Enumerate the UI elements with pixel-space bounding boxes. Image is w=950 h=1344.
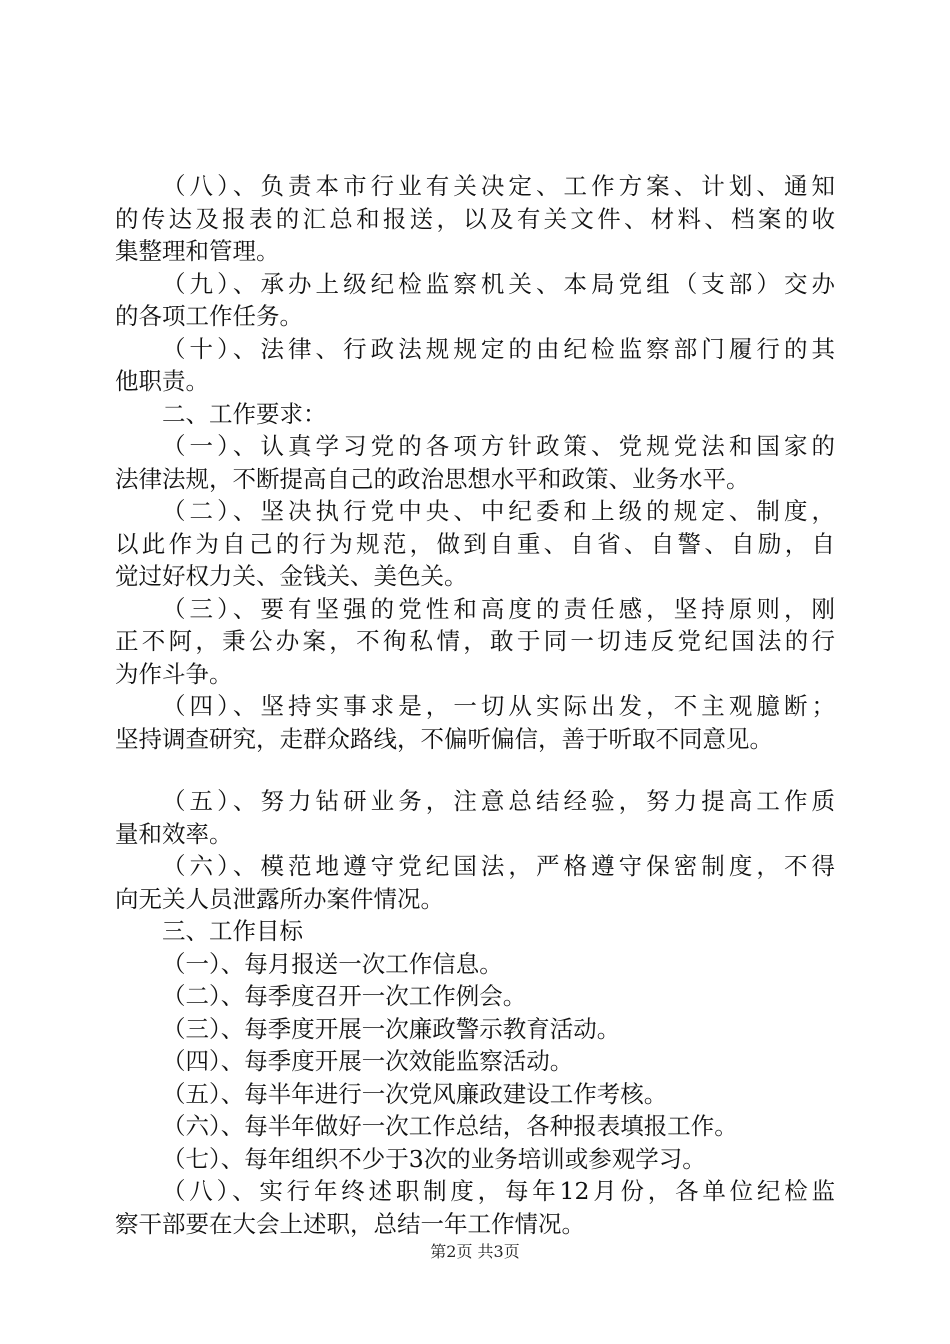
text-line: 察干部要在大会上述职，总结一年工作情况。 bbox=[115, 1209, 585, 1238]
text-line: （六）、每半年做好一次工作总结，各种报表填报工作。 bbox=[162, 1112, 738, 1140]
text-line: 二、工作要求： bbox=[162, 399, 327, 428]
text-line: （五）、每半年进行一次党风廉政建设工作考核。 bbox=[162, 1079, 668, 1108]
text-line: 为作斗争。 bbox=[115, 659, 233, 688]
text-line: 法律法规，不断提高自己的政治思想水平和政策、业务水平。 bbox=[115, 464, 750, 493]
text-line: （七）、每年组织不少于3次的业务培训或参观学习。 bbox=[162, 1144, 706, 1173]
text-line: （二）、每季度召开一次工作例会。 bbox=[162, 982, 527, 1010]
text-line: （八）、实行年终述职制度，每年12月份，各单位纪检监 bbox=[162, 1177, 835, 1205]
text-line: 集整理和管理。 bbox=[115, 237, 280, 265]
text-line: 他职责。 bbox=[115, 367, 209, 395]
page-number-footer: 第2页 共3页 bbox=[430, 1242, 520, 1261]
text-line: 觉过好权力关、金钱关、美色关。 bbox=[115, 562, 468, 590]
text-line: 以此作为自己的行为规范，做到自重、自省、自警、自励，自 bbox=[115, 529, 835, 558]
text-line: （一）、每月报送一次工作信息。 bbox=[162, 949, 503, 978]
text-line: 三、工作目标 bbox=[162, 917, 303, 945]
text-line: （三）、每季度开展一次廉政警示教育活动。 bbox=[162, 1014, 621, 1043]
text-line: 的传达及报表的汇总和报送，以及有关文件、材料、档案的收 bbox=[115, 204, 835, 233]
text-line: （三）、要有坚强的党性和高度的责任感，坚持原则，刚 bbox=[162, 594, 835, 623]
text-line: （一）、认真学习党的各项方针政策、党规党法和国家的 bbox=[162, 432, 835, 460]
text-line: （四）、每季度开展一次效能监察活动。 bbox=[162, 1047, 574, 1075]
text-line: （二）、坚决执行党中央、中纪委和上级的规定、制度， bbox=[162, 497, 835, 525]
text-line: （八）、负责本市行业有关决定、工作方案、计划、通知 bbox=[162, 172, 835, 200]
text-line: 量和效率。 bbox=[115, 819, 233, 848]
text-line: （十）、法律、行政法规规定的由纪检监察部门履行的其 bbox=[162, 334, 835, 363]
text-line: 的各项工作任务。 bbox=[115, 302, 303, 330]
text-line: 坚持调查研究，走群众路线，不偏听偏信，善于听取不同意见。 bbox=[115, 724, 773, 753]
text-line: 正不阿，秉公办案，不徇私情，敢于同一切违反党纪国法的行 bbox=[115, 627, 835, 655]
text-line: （九）、承办上级纪检监察机关、本局党组（支部）交办 bbox=[162, 269, 835, 298]
text-line: （五）、努力钻研业务，注意总结经验，努力提高工作质 bbox=[162, 787, 835, 815]
text-line: （四）、坚持实事求是，一切从实际出发，不主观臆断； bbox=[162, 692, 835, 720]
text-line: 向无关人员泄露所办案件情况。 bbox=[115, 884, 444, 913]
document-body bbox=[115, 170, 835, 1240]
paragraph-gap bbox=[115, 755, 835, 785]
text-line: （六）、模范地遵守党纪国法，严格遵守保密制度，不得 bbox=[162, 852, 835, 880]
